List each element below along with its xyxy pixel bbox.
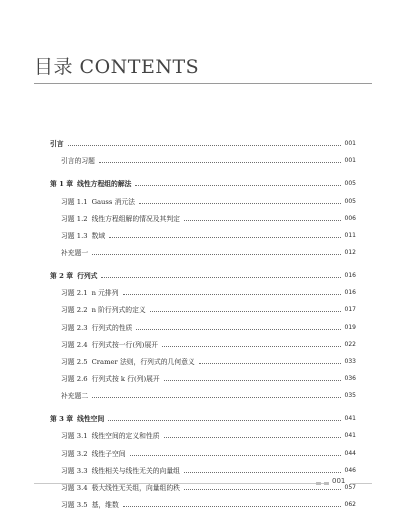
- toc-entry-number: 习题 1.1: [61, 197, 88, 206]
- dot-leader: [136, 328, 340, 330]
- toc-page-number: 017: [344, 306, 356, 314]
- toc-entry-label: [50, 484, 180, 492]
- toc-page-number: 057: [344, 483, 356, 491]
- dot-leader: [184, 488, 341, 490]
- toc-entry-number: 习题 3.4: [61, 483, 88, 492]
- toc-entry-label: [50, 157, 95, 165]
- toc-entry-title: 线性方程组的解法: [77, 180, 132, 189]
- toc-entry-title: n 元排列: [91, 289, 119, 298]
- toc-entry-title: 补充题二: [61, 392, 89, 401]
- toc-entry-number: 习题 2.3: [61, 323, 88, 332]
- dot-leader: [92, 396, 340, 398]
- toc-entry-row[interactable]: [50, 492, 356, 509]
- toc-chapter-row[interactable]: [50, 263, 356, 280]
- toc-entry-number: 第 1 章: [50, 180, 74, 189]
- toc-entry-label: [50, 375, 160, 383]
- toc-entry-number: 第 3 章: [50, 415, 74, 424]
- toc-entry-label: [50, 249, 88, 257]
- toc-entry-title: 引言: [50, 140, 64, 149]
- toc-entry-label: [50, 140, 64, 148]
- dot-leader: [99, 161, 341, 163]
- toc-entry-label: [50, 341, 158, 349]
- toc-entry-row[interactable]: [50, 383, 356, 400]
- dot-leader: [123, 505, 341, 507]
- toc-entry-label: [50, 306, 146, 314]
- toc-entry-number: 习题 2.1: [61, 289, 88, 298]
- toc-page-number: 062: [344, 500, 356, 508]
- toc-entry-row[interactable]: [50, 148, 356, 165]
- toc-entry-title: 线性方程组解的情况及其判定: [91, 214, 180, 223]
- toc-entry-row[interactable]: [50, 349, 356, 366]
- page-number: 001: [332, 477, 346, 485]
- dot-leader: [130, 454, 341, 456]
- toc-entry-row[interactable]: [50, 423, 356, 440]
- footer-divider-right: [350, 483, 372, 484]
- toc-page-number: 044: [344, 449, 356, 457]
- dot-leader: [184, 471, 341, 473]
- toc-entry-title: 线性空间: [77, 415, 105, 424]
- toc-chapter-row[interactable]: [50, 131, 356, 148]
- toc-entry-label: [50, 232, 105, 240]
- toc-entry-label: [50, 324, 132, 332]
- page-title: 目录 CONTENTS: [34, 56, 200, 78]
- dot-leader: [139, 202, 341, 204]
- dot-leader: [123, 293, 341, 295]
- toc-entry-number: 习题 3.1: [61, 432, 88, 441]
- dot-leader: [92, 253, 340, 255]
- toc-entry-row[interactable]: [50, 206, 356, 223]
- toc-entry-row[interactable]: [50, 240, 356, 257]
- toc-entry-number: 习题 1.2: [61, 214, 88, 223]
- toc-entry-number: 习题 3.2: [61, 449, 88, 458]
- toc-entry-row[interactable]: [50, 297, 356, 314]
- table-of-contents: [50, 131, 356, 509]
- dot-leader: [108, 419, 340, 421]
- footer-ornament: [316, 482, 321, 485]
- toc-page-number: 016: [344, 272, 356, 280]
- toc-entry-label: [50, 501, 119, 509]
- toc-entry-number: 习题 3.3: [61, 466, 88, 475]
- toc-entry-title: 数域: [91, 231, 106, 240]
- dot-leader: [101, 276, 340, 278]
- dot-leader: [184, 219, 341, 221]
- toc-entry-title: Cramer 法则，行列式的几何意义: [91, 357, 195, 366]
- toc-entry-title: 行列式: [77, 272, 98, 281]
- toc-entry-label: [50, 215, 180, 223]
- toc-entry-title: n 阶行列式的定义: [91, 306, 146, 315]
- dot-leader: [164, 436, 341, 438]
- toc-entry-row[interactable]: [50, 458, 356, 475]
- footer-ornament: [324, 482, 329, 485]
- dot-leader: [68, 144, 341, 146]
- toc-entry-label: [50, 289, 119, 297]
- toc-entry-row[interactable]: [50, 223, 356, 240]
- toc-page-number: 036: [344, 374, 356, 382]
- toc-entry-title: 行列式的性质: [91, 323, 133, 332]
- toc-entry-title: 线性空间的定义和性质: [91, 432, 160, 441]
- toc-entry-number: 习题 2.6: [61, 374, 88, 383]
- toc-entry-number: 习题 3.5: [61, 500, 88, 509]
- toc-entry-label: [50, 415, 104, 423]
- toc-entry-title: 线性子空间: [91, 449, 126, 458]
- toc-entry-label: [50, 432, 160, 440]
- toc-entry-title: 极大线性无关组，向量组的秩: [91, 483, 180, 492]
- toc-entry-title: 线性相关与线性无关的向量组: [91, 466, 180, 475]
- toc-entry-row[interactable]: [50, 314, 356, 331]
- toc-page-number: 046: [344, 466, 356, 474]
- toc-entry-label: [50, 392, 88, 400]
- toc-page-number: 005: [344, 197, 356, 205]
- toc-page-number: 033: [344, 357, 356, 365]
- title-divider: [34, 83, 372, 84]
- toc-entry-title: 行列式按 k 行(列)展开: [91, 374, 160, 383]
- toc-entry-number: 习题 1.3: [61, 231, 88, 240]
- dot-leader: [162, 345, 340, 347]
- dot-leader: [199, 362, 341, 364]
- toc-page-number: 041: [344, 432, 356, 440]
- toc-page-number: 012: [344, 248, 356, 256]
- toc-page-number: 005: [344, 180, 356, 188]
- toc-entry-label: [50, 467, 180, 475]
- toc-entry-title: 基，维数: [91, 500, 119, 509]
- dot-leader: [164, 379, 341, 381]
- toc-entry-label: [50, 272, 97, 280]
- toc-entry-label: [50, 358, 195, 366]
- toc-entry-row[interactable]: [50, 440, 356, 457]
- toc-page-number: 041: [344, 415, 356, 423]
- toc-entry-label: [50, 198, 135, 206]
- toc-entry-number: 第 2 章: [50, 272, 74, 281]
- toc-page-number: 006: [344, 214, 356, 222]
- toc-page-number: 035: [344, 392, 356, 400]
- toc-page-number: 001: [344, 157, 356, 165]
- dot-leader: [135, 184, 340, 186]
- toc-page-number: 019: [344, 323, 356, 331]
- toc-page-number: 011: [344, 231, 356, 239]
- toc-entry-row[interactable]: [50, 332, 356, 349]
- dot-leader: [109, 236, 340, 238]
- toc-page-number: 022: [344, 340, 356, 348]
- toc-entry-number: 习题 2.4: [61, 340, 88, 349]
- toc-entry-title: 补充题一: [61, 248, 89, 257]
- toc-entry-title: Gauss 消元法: [91, 197, 135, 206]
- footer-divider-left: [34, 483, 324, 484]
- toc-entry-title: 引言的习题: [61, 157, 95, 166]
- toc-chapter-row[interactable]: [50, 406, 356, 423]
- toc-entry-title: 行列式按一行(列)展开: [91, 340, 159, 349]
- dot-leader: [150, 310, 341, 312]
- toc-entry-label: [50, 450, 126, 458]
- toc-entry-row[interactable]: [50, 366, 356, 383]
- toc-entry-label: [50, 180, 131, 188]
- toc-chapter-row[interactable]: [50, 171, 356, 188]
- toc-entry-number: 习题 2.2: [61, 306, 88, 315]
- toc-page-number: 016: [344, 289, 356, 297]
- toc-entry-number: 习题 2.5: [61, 357, 88, 366]
- toc-entry-row[interactable]: [50, 188, 356, 205]
- toc-entry-row[interactable]: [50, 280, 356, 297]
- toc-page-number: 001: [344, 140, 356, 148]
